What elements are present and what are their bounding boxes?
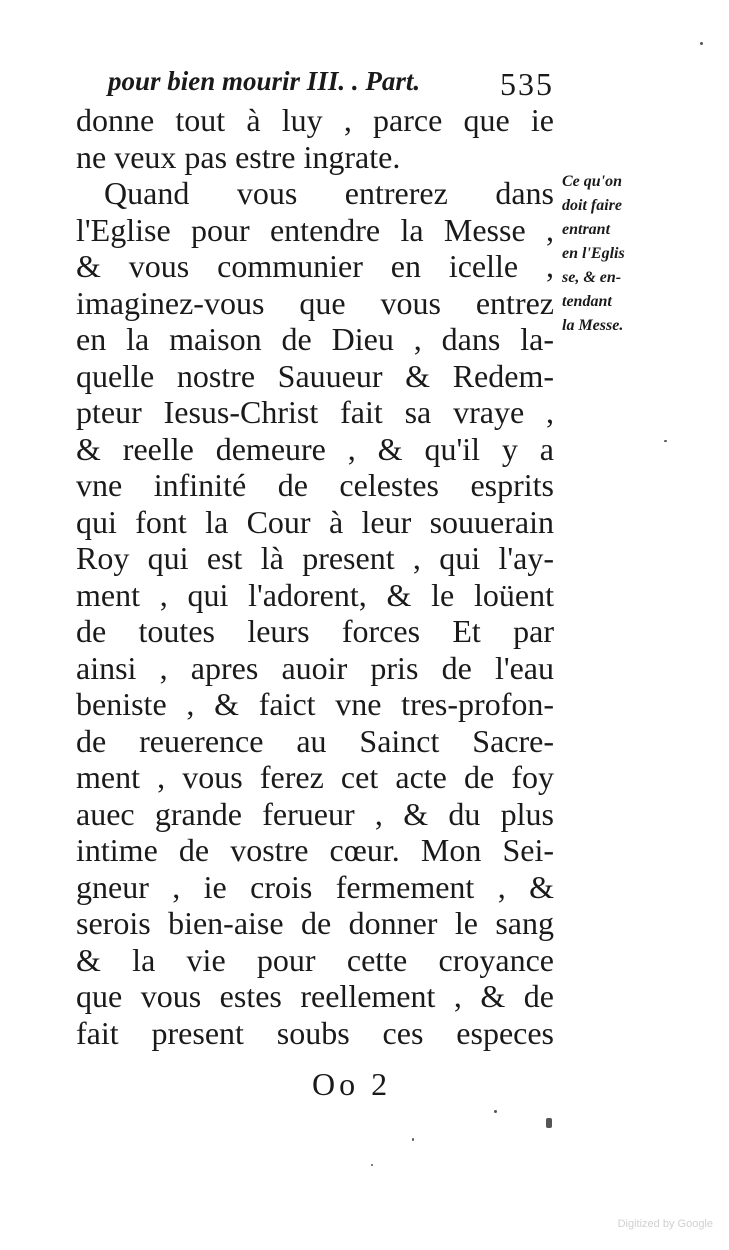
- margin-note: [562, 170, 682, 338]
- text-line: qui font la Cour à leur souuerain: [76, 503, 554, 540]
- text-line: Roy qui est là present , qui l'ay-: [76, 540, 554, 576]
- margin-note-line: la Messe.: [562, 317, 624, 334]
- ink-speck: [546, 1118, 552, 1128]
- margin-note-line: entrant: [562, 221, 611, 238]
- text-line: intime de vostre cœur. Mon Sei-: [76, 832, 554, 868]
- ink-speck: [371, 1164, 373, 1166]
- margin-note-line: se, & en-: [562, 269, 622, 286]
- text-line: serois bien-aise de donner le sang: [76, 905, 554, 941]
- body-text: [76, 102, 554, 1051]
- margin-note-line: Ce qu'on: [562, 173, 623, 190]
- page-number: 535: [500, 66, 554, 102]
- digitization-watermark: Digitized by Google: [617, 1218, 713, 1230]
- text-line: beniste , & faict vne tres-profon-: [76, 686, 554, 722]
- text-line: fait present soubs ces especes: [76, 1014, 554, 1051]
- ink-speck: [664, 440, 667, 442]
- text-line: vne infinité de celestes esprits: [76, 467, 554, 503]
- text-line: ment , qui l'adorent, & le loüent: [76, 576, 554, 613]
- running-title: pour bien mourir III. . Part.: [108, 66, 421, 96]
- ink-speck: [412, 1138, 414, 1141]
- running-head: [108, 66, 558, 106]
- text-line: quelle nostre Sauueur & Redem-: [76, 357, 554, 394]
- text-line: ainsi , apres auoir pris de l'eau: [76, 649, 554, 686]
- text-line: pteur Iesus-Christ fait sa vraye ,: [76, 394, 554, 430]
- ink-speck: [700, 42, 703, 45]
- text-line: auec grande ferueur , & du plus: [76, 795, 554, 832]
- text-line: gneur , ie crois fermement , &: [76, 868, 554, 905]
- text-line: ne veux pas estre ingrate.: [76, 138, 401, 175]
- margin-note-line: en l'Eglis: [562, 245, 625, 262]
- signature-mark: Oo 2: [312, 1066, 392, 1102]
- text-line: imaginez-vous que vous entrez: [76, 284, 554, 321]
- text-line: & la vie pour cette croyance: [76, 941, 554, 978]
- text-line: & vous communier en icelle ,: [76, 248, 554, 284]
- ink-speck: [494, 1110, 497, 1113]
- margin-note-line: tendant: [562, 293, 612, 310]
- text-line: ment , vous ferez cet acte de foy: [76, 759, 554, 795]
- margin-note-line: doit faire: [562, 197, 622, 214]
- text-line: l'Eglise pour entendre la Messe ,: [76, 211, 554, 248]
- text-line: de toutes leurs forces Et par: [76, 613, 554, 649]
- paragraph-start-line: Quand vous entrerez dans: [104, 175, 554, 211]
- text-line: & reelle demeure , & qu'il y a: [76, 430, 554, 467]
- text-line: donne tout à luy , parce que ie: [76, 102, 554, 138]
- text-line: que vous estes reellement , & de: [76, 978, 554, 1014]
- text-line: de reuerence au Sainct Sacre-: [76, 722, 554, 759]
- text-line: en la maison de Dieu , dans la-: [76, 321, 554, 357]
